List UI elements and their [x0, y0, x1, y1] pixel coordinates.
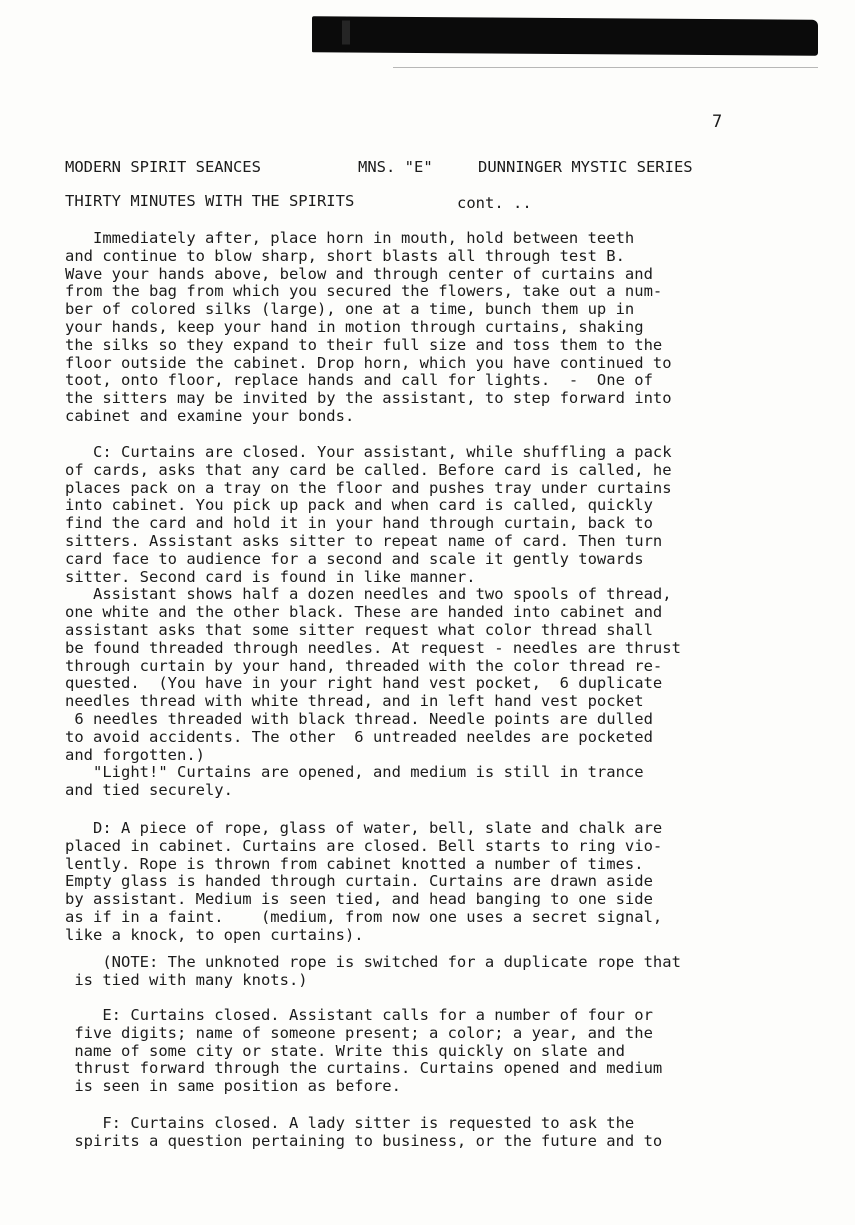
redaction-bar: [312, 16, 818, 56]
scan-rule-line: [393, 67, 818, 68]
paragraph-note: (NOTE: The unknoted rope is switched for a duplicate rope that is tied with many knots.): [74, 953, 681, 989]
manuscript-code: MNS. "E": [358, 158, 433, 176]
page-number: 7: [712, 112, 723, 132]
paragraph-c-cards-needles: C: Curtains are closed. Your assistant, while shuffling a pack of cards, asks that any card be called. Before card is called, he places pack on a tray on the floor and pushes tray under curtains into cabinet. You pick up pack and when card is called, quickly find the card and hold it in your hand through curtain, back to sitters. Assistant asks sitter to repeat name of card. Then turn card face to audience for a second and scale it gently towards sitter. Second card is found in like manner. Assistant shows half a dozen needles and two spools of thread, one white and the other black. These are handed into cabinet and assistant asks that some sitter request what color thread shall be found threaded through needles. At request - needles are thrust through curtain by your hand, threaded with the color thread re- quested. (You have in your right hand vest pocket, 6 duplicate needles thread with white thread, and in left hand vest pocket 6 needles threaded with black thread. Needle points are dulled to avoid accidents. The other 6 untreaded neeldes are pocketed and forgotten.) "Light!" Curtains are opened, and medium is still in trance and tied securely.: [65, 443, 681, 800]
paragraph-horn-silks: Immediately after, place horn in mouth, hold between teeth and continue to blow sharp, short blasts all through test B. Wave your hands above, below and through center of curtains and from the bag from which you secured the flowers, take out a num- ber of colored silks (large), one at a time, bunch them up in your hands, keep your hand in motion through curtains, shaking the silks so they expand to their full size and toss them to the floor outside the cabinet. Drop horn, which you have continued to toot, onto floor, replace hands and call for lights. - One of the sitters may be invited by the assistant, to step forward into cabinet and examine your bonds.: [65, 229, 672, 425]
paragraph-e-slate: E: Curtains closed. Assistant calls for a number of four or five digits; name of someone present; a color; a year, and the name of some city or state. Write this quickly on slate and thrust forward through the curtains. Curtains opened and medium is seen in same position as before.: [74, 1006, 663, 1096]
paragraph-f-question: F: Curtains closed. A lady sitter is requested to ask the spirits a question pertaining to business, or the future and to: [74, 1114, 663, 1150]
section-title: THIRTY MINUTES WITH THE SPIRITS: [65, 192, 355, 210]
series-title: MODERN SPIRIT SEANCES: [65, 158, 261, 176]
series-name: DUNNINGER MYSTIC SERIES: [478, 158, 693, 176]
paragraph-d-rope: D: A piece of rope, glass of water, bell, slate and chalk are placed in cabinet. Curtains are closed. Bell starts to ring vio- lently. Rope is thrown from cabinet knotted a number of times. Empty glass is handed through curtain. Curtains are drawn aside by assistant. Medium is seen tied, and head banging to one side as if in a faint. (medium, from now one uses a secret signal, like a knock, to open curtains).: [65, 819, 663, 944]
continued-marker: cont. ..: [457, 194, 532, 212]
